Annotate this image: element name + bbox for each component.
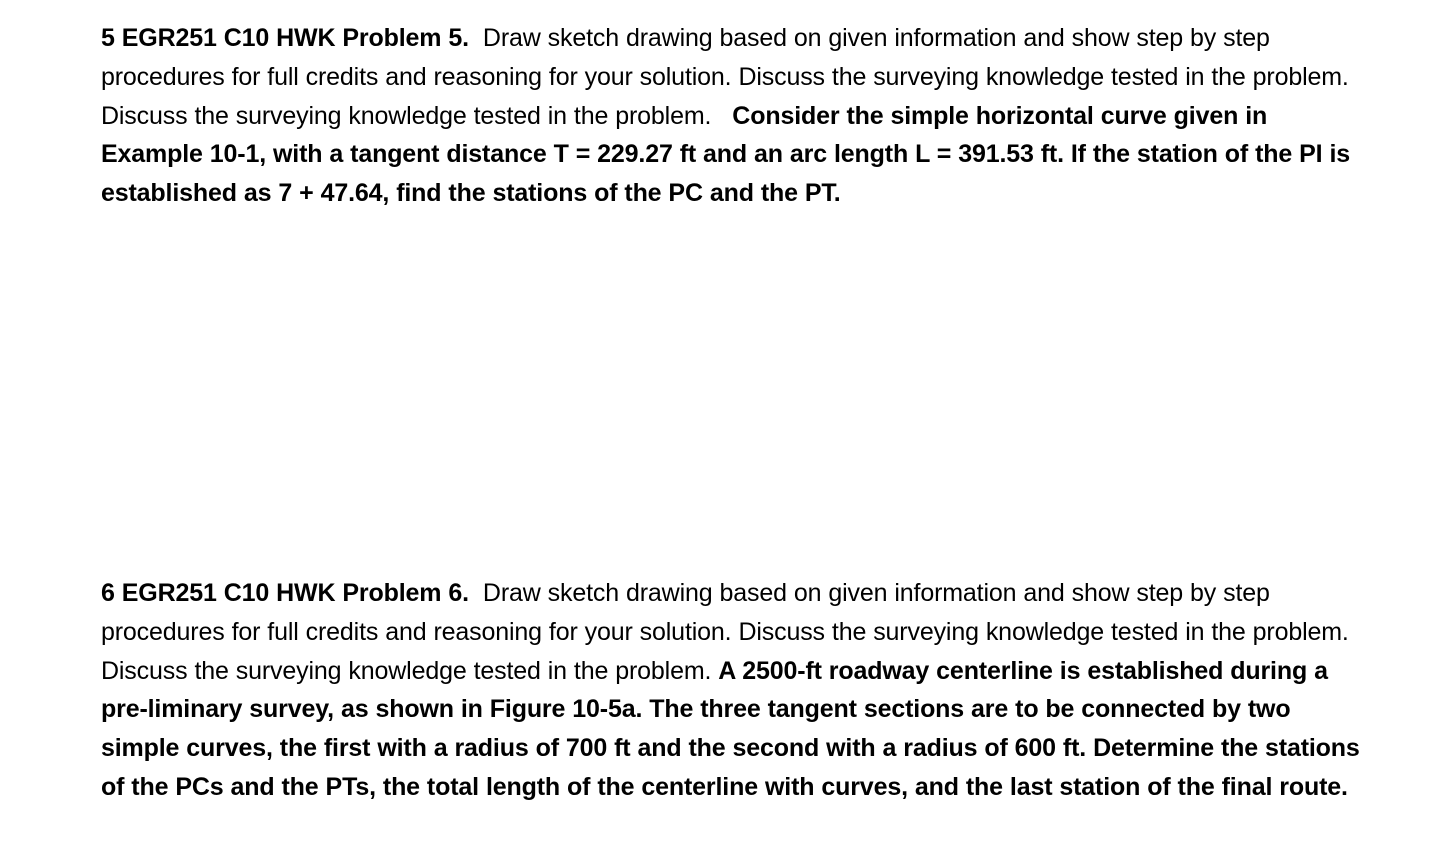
problem-6-question: A 2500-ft roadway centerline is established during a pre-liminary survey, as shown in Figure 10-5a. The three tangent sections are to be connected by two simple curves, the first with a radius of 700 ft and the second with a radius of 600 ft. Determine the stations of the PCs and the PTs, the total length of the centerline with curves, and the last station of the final route. bbox=[101, 656, 1360, 801]
problem-6-heading: 6 EGR251 C10 HWK Problem 6. bbox=[101, 579, 469, 607]
problem-6-instructions: Draw sketch drawing based on given information and show step by step procedures for full credits and reasoning for your solution. Discuss the surveying knowledge tested in the problem. Discuss the surveying knowledge tested in the problem. bbox=[101, 579, 1349, 685]
problem-6 bbox=[101, 574, 1366, 807]
problem-5-question: Consider the simple horizontal curve given in Example 10-1, with a tangent distance T = 229.27 ft and an arc length L = 391.53 ft. If the station of the PI is established as 7 + 47.64, find the stations of the PC and the PT. bbox=[101, 101, 1350, 208]
problem-5-instructions: Draw sketch drawing based on given information and show step by step procedures for full credits and reasoning for your solution. Discuss the surveying knowledge tested in the problem. Discuss the surveying knowledge tested in the problem. bbox=[101, 24, 1349, 130]
problem-5 bbox=[101, 19, 1366, 213]
problem-5-heading: 5 EGR251 C10 HWK Problem 5. bbox=[101, 24, 469, 52]
